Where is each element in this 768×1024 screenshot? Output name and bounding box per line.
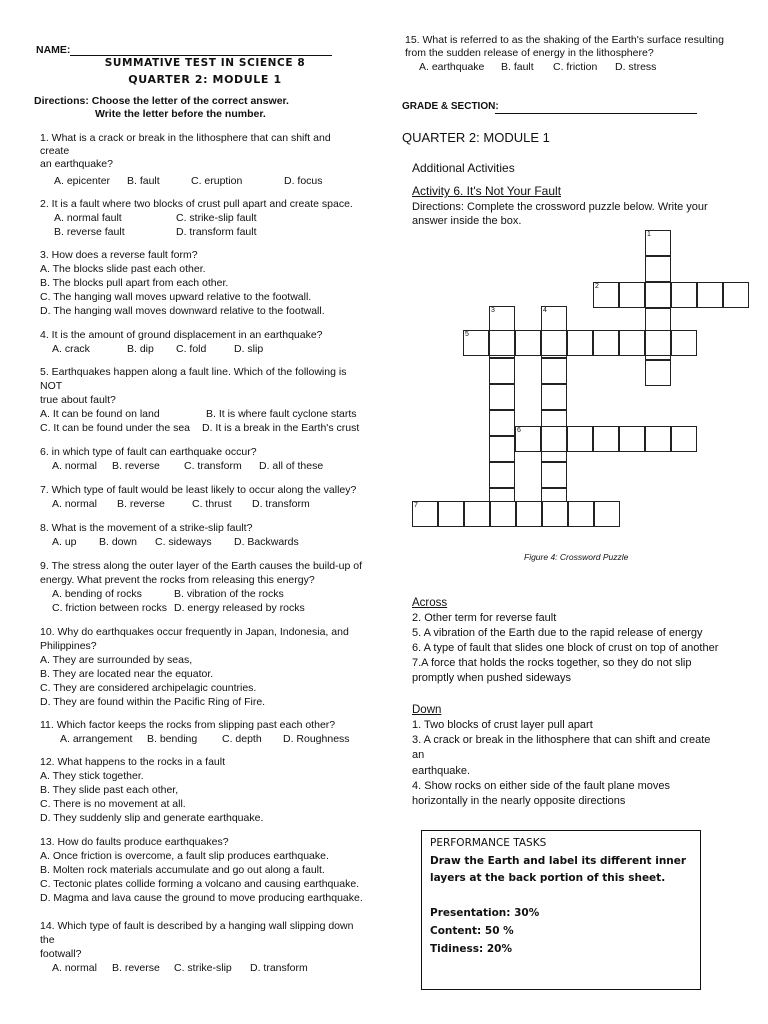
down-clue: 4. Show rocks on either side of the fault plane moves — [412, 780, 671, 792]
question-text: D. Magma and lava cause the ground to move producing earthquake. — [40, 892, 363, 904]
crossword-cell[interactable] — [593, 330, 619, 356]
question-text: B. They slide past each other, — [40, 784, 179, 796]
question-text: 9. The stress along the outer layer of the Earth causes the build-up of — [40, 560, 362, 572]
crossword-cell[interactable] — [541, 330, 567, 356]
question-text: A. Once friction is overcome, a fault slip produces earthquake. — [40, 850, 329, 862]
question-text: 15. What is referred to as the shaking of the Earth's surface resulting — [405, 34, 724, 46]
question-text: D. They suddenly slip and generate earthquake. — [40, 812, 264, 824]
question-text: B. Molten rock materials accumulate and go out along a fault. — [40, 864, 325, 876]
option: A. arrangement — [60, 733, 133, 745]
question-text: C. They are considered archipelagic countries. — [40, 682, 257, 694]
option: C. sideways — [155, 536, 212, 548]
crossword-cell[interactable] — [515, 426, 541, 452]
crossword-cell[interactable] — [489, 306, 515, 332]
crossword-cell[interactable] — [645, 360, 671, 386]
option: B. dip — [127, 343, 154, 355]
question-text: 10. Why do earthquakes occur frequently in Japan, Indonesia, and — [40, 626, 349, 638]
crossword-cell[interactable] — [438, 501, 464, 527]
crossword-cell[interactable] — [541, 358, 567, 384]
crossword-cell[interactable] — [645, 230, 671, 256]
across-clue: 5. A vibration of the Earth due to the rapid release of energy — [412, 627, 703, 639]
crossword-cell[interactable] — [464, 501, 490, 527]
crossword-cell[interactable] — [593, 426, 619, 452]
tidiness-score: Tidiness: 20% — [430, 943, 512, 955]
question-text: 7. Which type of fault would be least likely to occur along the valley? — [40, 484, 357, 496]
option: C. strike-slip — [174, 962, 232, 974]
option: C. transform — [184, 460, 242, 472]
name-label: NAME: — [36, 44, 71, 56]
question-text: NOT — [40, 380, 63, 392]
option: A. normal — [52, 460, 97, 472]
option: D. transform — [252, 498, 310, 510]
option: B. reverse — [112, 460, 160, 472]
question-text: from the sudden release of energy in the lithosphere? — [405, 47, 654, 59]
option: A. up — [52, 536, 77, 548]
crossword-cell[interactable] — [723, 282, 749, 308]
option: C. friction between rocks — [52, 602, 167, 614]
crossword-cell[interactable] — [671, 330, 697, 356]
grade-section-label: GRADE & SECTION: — [402, 101, 499, 112]
option: B. reverse — [117, 498, 165, 510]
question-text: B. They are located near the equator. — [40, 668, 214, 680]
across-clue: 6. A type of fault that slides one block of crust on top of another — [412, 642, 719, 654]
question-text: 13. How do faults produce earthquakes? — [40, 836, 229, 848]
option: C. eruption — [191, 175, 243, 187]
clue-number: 1 — [647, 231, 651, 238]
crossword-cell[interactable] — [697, 282, 723, 308]
option: B. bending — [147, 733, 198, 745]
option: D. focus — [284, 175, 323, 187]
option: B. It is where fault cyclone starts — [206, 408, 357, 420]
option: A. normal — [52, 498, 97, 510]
question-text: 1. What is a crack or break in the lithosphere that can shift and — [40, 132, 331, 144]
question-text: 2. It is a fault where two blocks of crust pull apart and create space. — [40, 198, 353, 210]
option: D. Backwards — [234, 536, 299, 548]
option: B. fault — [501, 61, 534, 73]
across-clue: 2. Other term for reverse fault — [412, 612, 557, 624]
crossword-cell[interactable] — [463, 330, 489, 356]
question-text: an earthquake? — [40, 158, 113, 170]
crossword-cell[interactable] — [593, 282, 619, 308]
down-clue: 3. A crack or break in the lithosphere that can shift and create — [412, 734, 711, 746]
performance-tasks-box — [421, 830, 701, 990]
crossword-cell[interactable] — [489, 410, 515, 436]
crossword-cell[interactable] — [671, 282, 697, 308]
crossword-cell[interactable] — [489, 436, 515, 462]
crossword-cell[interactable] — [541, 306, 567, 332]
crossword-cell[interactable] — [594, 501, 620, 527]
clue-number: 6 — [517, 427, 521, 434]
option: C. depth — [222, 733, 262, 745]
clue-number: 4 — [543, 307, 547, 314]
crossword-cell[interactable] — [489, 462, 515, 488]
crossword-cell[interactable] — [645, 256, 671, 282]
crossword-directions-1: Directions: Complete the crossword puzzle below. Write your — [412, 201, 708, 213]
question-text: 3. How does a reverse fault form? — [40, 249, 198, 261]
question-text: C. Tectonic plates collide forming a volcano and causing earthquake. — [40, 878, 360, 890]
down-clue: 1. Two blocks of crust layer pull apart — [412, 719, 593, 731]
crossword-cell[interactable] — [489, 358, 515, 384]
option: B. fault — [127, 175, 160, 187]
option: C. friction — [553, 61, 598, 73]
presentation-score: Presentation: 30% — [430, 907, 540, 919]
option: A. crack — [52, 343, 90, 355]
question-text: 11. Which factor keeps the rocks from slipping past each other? — [40, 719, 336, 731]
option: D. It is a break in the Earth's crust — [202, 422, 360, 434]
question-text: C. There is no movement at all. — [40, 798, 186, 810]
question-text: A. The blocks slide past each other. — [40, 263, 206, 275]
crossword-cell[interactable] — [671, 426, 697, 452]
figure-caption: Figure 4: Crossword Puzzle — [524, 552, 629, 562]
performance-text: layers at the back portion of this sheet. — [430, 872, 666, 884]
option: C. fold — [176, 343, 207, 355]
crossword-cell[interactable] — [489, 330, 515, 356]
crossword-cell[interactable] — [619, 426, 645, 452]
crossword-cell[interactable] — [515, 330, 541, 356]
question-text: true about fault? — [40, 394, 116, 406]
down-clue: an — [412, 749, 425, 761]
question-text: footwall? — [40, 948, 82, 960]
clue-number: 7 — [414, 502, 418, 509]
crossword-cell[interactable] — [568, 501, 594, 527]
clue-number: 2 — [595, 283, 599, 290]
down-clue: horizontally in the nearly opposite directions — [412, 795, 626, 807]
crossword-cell[interactable] — [645, 330, 671, 356]
question-text: 8. What is the movement of a strike-slip fault? — [40, 522, 253, 534]
option: B. reverse — [112, 962, 160, 974]
crossword-cell[interactable] — [542, 501, 568, 527]
crossword-cell[interactable] — [490, 501, 516, 527]
across-clue: 7.A force that holds the rocks together, so they do not slip — [412, 657, 692, 669]
question-text: create — [40, 145, 70, 157]
performance-title: PERFORMANCE TASKS — [430, 837, 547, 849]
crossword-cell[interactable] — [541, 384, 567, 410]
question-text: 6. in which type of fault can earthquake occur? — [40, 446, 257, 458]
question-text: 12. What happens to the rocks in a fault — [40, 756, 226, 768]
down-heading: Down — [412, 704, 442, 716]
question-text: Philippines? — [40, 640, 97, 652]
crossword-cell[interactable] — [619, 330, 645, 356]
additional-activities-heading: Additional Activities — [412, 161, 515, 175]
option: D. energy released by rocks — [174, 602, 305, 614]
crossword-cell[interactable] — [541, 426, 567, 452]
option: B. vibration of the rocks — [174, 588, 284, 600]
option: A. bending of rocks — [52, 588, 142, 600]
question-text: A. They stick together. — [40, 770, 144, 782]
across-clue: promptly when pushed sideways — [412, 672, 571, 684]
question-text: 5. Earthquakes happen along a fault line. Which of the following is — [40, 366, 347, 378]
directions-line1: Directions: Choose the letter of the correct answer. — [34, 95, 289, 107]
directions-line2: Write the letter before the number. — [95, 108, 266, 120]
question-text: energy. What prevent the rocks from releasing this energy? — [40, 574, 315, 586]
test-subtitle: QUARTER 2: MODULE 1 — [128, 73, 282, 86]
crossword-cell[interactable] — [412, 501, 438, 527]
question-text: D. The hanging wall moves downward relative to the footwall. — [40, 305, 325, 317]
activity-heading: Activity 6. It's Not Your Fault — [412, 184, 562, 198]
clue-number: 3 — [491, 307, 495, 314]
across-heading: Across — [412, 597, 448, 609]
clue-number: 5 — [465, 331, 469, 338]
question-text: 4. It is the amount of ground displacement in an earthquake? — [40, 329, 323, 341]
crossword-directions-2: answer inside the box. — [412, 215, 522, 227]
option: D. transform — [250, 962, 308, 974]
question-text: 14. Which type of fault is described by a hanging wall slipping down — [40, 920, 354, 932]
question-text: the — [40, 934, 55, 946]
question-text: D. They are found within the Pacific Ring of Fire. — [40, 696, 266, 708]
crossword-cell[interactable] — [619, 282, 645, 308]
option: D. slip — [234, 343, 264, 355]
option: C. strike-slip fault — [176, 212, 257, 224]
option: A. earthquake — [419, 61, 485, 73]
option: A. normal — [52, 962, 97, 974]
question-text: B. The blocks pull apart from each other. — [40, 277, 229, 289]
down-clue: earthquake. — [412, 765, 471, 777]
module-heading: QUARTER 2: MODULE 1 — [402, 130, 550, 145]
crossword-cell[interactable] — [645, 426, 671, 452]
option: C. thrust — [192, 498, 232, 510]
test-title: SUMMATIVE TEST IN SCIENCE 8 — [104, 57, 306, 69]
performance-text: Draw the Earth and label its different inner — [430, 855, 687, 867]
option: B. reverse fault — [54, 226, 125, 238]
option: D. Roughness — [283, 733, 350, 745]
option: B. down — [99, 536, 137, 548]
crossword-cell[interactable] — [567, 330, 593, 356]
question-text: A. They are surrounded by seas, — [40, 654, 193, 666]
crossword-cell[interactable] — [541, 462, 567, 488]
option: C. It can be found under the sea — [40, 422, 191, 434]
crossword-cell[interactable] — [567, 426, 593, 452]
option: A. It can be found on land — [40, 408, 160, 420]
option: A. normal fault — [54, 212, 122, 224]
crossword-cell[interactable] — [489, 384, 515, 410]
option: D. stress — [615, 61, 657, 73]
content-score: Content: 50 % — [430, 925, 514, 937]
question-text: C. The hanging wall moves upward relative to the footwall. — [40, 291, 312, 303]
option: D. transform fault — [176, 226, 257, 238]
crossword-cell[interactable] — [516, 501, 542, 527]
option: D. all of these — [259, 460, 324, 472]
crossword-cell[interactable] — [645, 282, 671, 308]
option: A. epicenter — [54, 175, 111, 187]
